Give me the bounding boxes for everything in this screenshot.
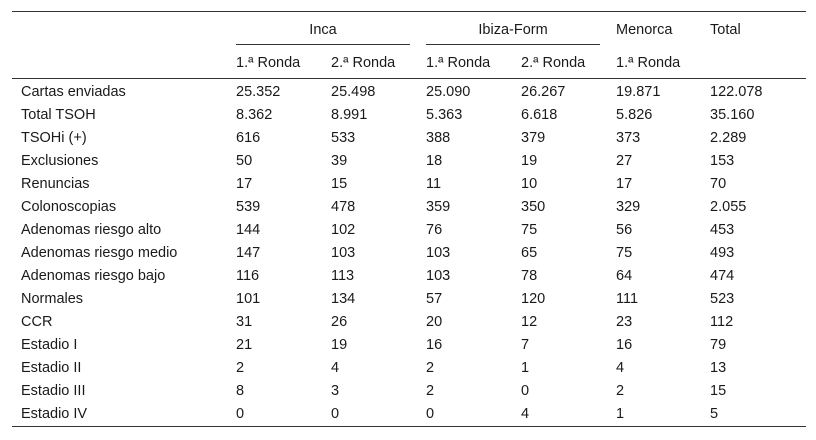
table-row: [12, 242, 806, 265]
table-row: [12, 311, 806, 334]
row-label: Colonoscopias: [21, 199, 117, 215]
row-label: Adenomas riesgo alto: [21, 222, 162, 238]
row-value-cell: 0: [418, 403, 513, 427]
header-group-inca: [228, 12, 418, 46]
row-value-cell: 2.055: [710, 199, 747, 215]
header-round-ibiza-1: 1.ª Ronda: [426, 54, 491, 71]
header-group-inca-label: Inca: [309, 21, 337, 38]
row-value-cell: 31: [236, 314, 253, 330]
header-row-rounds: [12, 45, 806, 79]
row-value-cell: 523: [710, 291, 735, 307]
row-value-cell: 8.362: [236, 107, 273, 123]
row-label: Estadio IV: [12, 403, 228, 427]
row-value-cell: 478: [331, 199, 356, 215]
row-label: Estadio III: [21, 383, 86, 399]
header-empty-cell: [12, 12, 228, 46]
row-value-cell: 78: [521, 268, 538, 284]
row-value-cell: 329: [616, 199, 641, 215]
row-value-cell: 493: [710, 245, 735, 261]
row-value-cell: 70: [710, 176, 727, 192]
row-value-cell: 19: [521, 153, 538, 169]
row-value-cell: 102: [331, 222, 356, 238]
header-group-ibiza-underline: [426, 44, 600, 45]
header-round-inca-2: 2.ª Ronda: [331, 54, 396, 71]
row-value-cell: 1: [608, 403, 702, 427]
table-row: [12, 334, 806, 357]
row-value-cell: 0: [521, 383, 530, 399]
row-label: Total TSOH: [21, 107, 96, 123]
table-row: [12, 357, 806, 380]
row-value-cell: 616: [236, 130, 261, 146]
row-value-cell: 474: [710, 268, 735, 284]
row-value-cell: 101: [236, 291, 261, 307]
row-value-cell: 6.618: [521, 107, 558, 123]
table-header: [12, 12, 806, 79]
row-value-cell: 5.826: [616, 107, 653, 123]
row-value-cell: 8: [236, 383, 245, 399]
row-value-cell: 20: [426, 314, 443, 330]
row-value-cell: 75: [521, 222, 538, 238]
table-row: [12, 265, 806, 288]
table-row: [12, 403, 806, 427]
row-label: Estadio II: [21, 360, 82, 376]
row-value-cell: 25.090: [426, 84, 471, 100]
row-label: Renuncias: [21, 176, 90, 192]
row-value-cell: 2: [236, 360, 245, 376]
row-value-cell: 453: [710, 222, 735, 238]
row-value-cell: 50: [236, 153, 253, 169]
header-empty-cell: [12, 45, 228, 79]
row-value-cell: 122.078: [710, 84, 763, 100]
table-row: [12, 79, 806, 105]
row-value-cell: 153: [710, 153, 735, 169]
table-row: [12, 288, 806, 311]
row-label: Adenomas riesgo medio: [21, 245, 178, 261]
row-label: Normales: [21, 291, 84, 307]
row-value-cell: 21: [236, 337, 253, 353]
row-value-cell: 116: [236, 268, 260, 284]
screening-results-table: [12, 11, 806, 427]
row-value-cell: 26: [331, 314, 348, 330]
table-body: [12, 79, 806, 427]
row-value-cell: 111: [616, 291, 639, 307]
row-label: CCR: [21, 314, 53, 330]
row-label: Adenomas riesgo bajo: [21, 268, 166, 284]
row-value-cell: 35.160: [710, 107, 755, 123]
row-value-cell: 2.289: [710, 130, 747, 146]
row-value-cell: 103: [426, 268, 451, 284]
row-value-cell: 2: [426, 360, 435, 376]
row-value-cell: 359: [426, 199, 451, 215]
row-value-cell: 15: [331, 176, 348, 192]
row-value-cell: 2: [426, 383, 435, 399]
row-value-cell: 5: [702, 403, 806, 427]
row-value-cell: 1: [521, 360, 530, 376]
row-value-cell: 11: [426, 176, 442, 192]
row-value-cell: 134: [331, 291, 356, 307]
row-label: Exclusiones: [21, 153, 99, 169]
row-label: Cartas enviadas: [21, 84, 126, 100]
row-value-cell: 65: [521, 245, 538, 261]
row-label: TSOHi (+): [21, 130, 87, 146]
row-value-cell: 113: [331, 268, 355, 284]
row-value-cell: 144: [236, 222, 261, 238]
row-value-cell: 7: [521, 337, 530, 353]
header-round-inca-1: 1.ª Ronda: [236, 54, 301, 71]
row-value-cell: 26.267: [521, 84, 566, 100]
header-group-ibiza-label: Ibiza-Form: [478, 21, 548, 38]
row-value-cell: 17: [616, 176, 633, 192]
row-value-cell: 56: [616, 222, 633, 238]
row-value-cell: 79: [710, 337, 727, 353]
row-value-cell: 19: [331, 337, 348, 353]
header-group-inca-underline: [236, 44, 410, 45]
row-value-cell: 539: [236, 199, 261, 215]
row-label: Estadio I: [21, 337, 78, 353]
table-row: [12, 104, 806, 127]
row-value-cell: 533: [331, 130, 356, 146]
row-value-cell: 120: [521, 291, 546, 307]
row-value-cell: 3: [331, 383, 340, 399]
row-value-cell: 4: [616, 360, 625, 376]
row-value-cell: 112: [710, 314, 734, 330]
row-value-cell: 10: [521, 176, 538, 192]
header-row-groups: [12, 12, 806, 46]
row-value-cell: 16: [616, 337, 633, 353]
row-value-cell: 23: [616, 314, 633, 330]
table-row: [12, 196, 806, 219]
row-value-cell: 25.498: [331, 84, 376, 100]
results-table-container: [12, 11, 806, 427]
row-value-cell: 57: [426, 291, 443, 307]
row-value-cell: 27: [616, 153, 633, 169]
row-value-cell: 15: [710, 383, 727, 399]
row-value-cell: 103: [426, 245, 451, 261]
header-round-menorca-1: 1.ª Ronda: [616, 54, 681, 71]
table-row: [12, 219, 806, 242]
table-row: [12, 127, 806, 150]
table-row: [12, 150, 806, 173]
row-value-cell: 379: [521, 130, 546, 146]
row-value-cell: 25.352: [236, 84, 281, 100]
row-value-cell: 388: [426, 130, 451, 146]
row-value-cell: 19.871: [616, 84, 661, 100]
row-value-cell: 4: [331, 360, 340, 376]
header-round-ibiza-2: 2.ª Ronda: [521, 54, 586, 71]
row-value-cell: 12: [521, 314, 538, 330]
row-value-cell: 75: [616, 245, 633, 261]
row-value-cell: 8.991: [331, 107, 368, 123]
row-value-cell: 0: [323, 403, 418, 427]
row-value-cell: 4: [513, 403, 608, 427]
row-value-cell: 5.363: [426, 107, 463, 123]
row-value-cell: 103: [331, 245, 356, 261]
row-value-cell: 39: [331, 153, 348, 169]
row-value-cell: 13: [710, 360, 727, 376]
header-empty-cell-total: [702, 45, 806, 79]
row-value-cell: 76: [426, 222, 443, 238]
row-value-cell: 16: [426, 337, 443, 353]
header-group-menorca: Menorca: [616, 21, 673, 38]
table-row: [12, 173, 806, 196]
row-value-cell: 2: [616, 383, 625, 399]
header-group-ibiza: [418, 12, 608, 46]
row-value-cell: 147: [236, 245, 261, 261]
row-value-cell: 64: [616, 268, 633, 284]
row-value-cell: 373: [616, 130, 641, 146]
row-value-cell: 17: [236, 176, 253, 192]
row-value-cell: 350: [521, 199, 546, 215]
row-value-cell: 0: [228, 403, 323, 427]
header-group-total: Total: [710, 21, 741, 38]
row-value-cell: 18: [426, 153, 443, 169]
table-row: [12, 380, 806, 403]
